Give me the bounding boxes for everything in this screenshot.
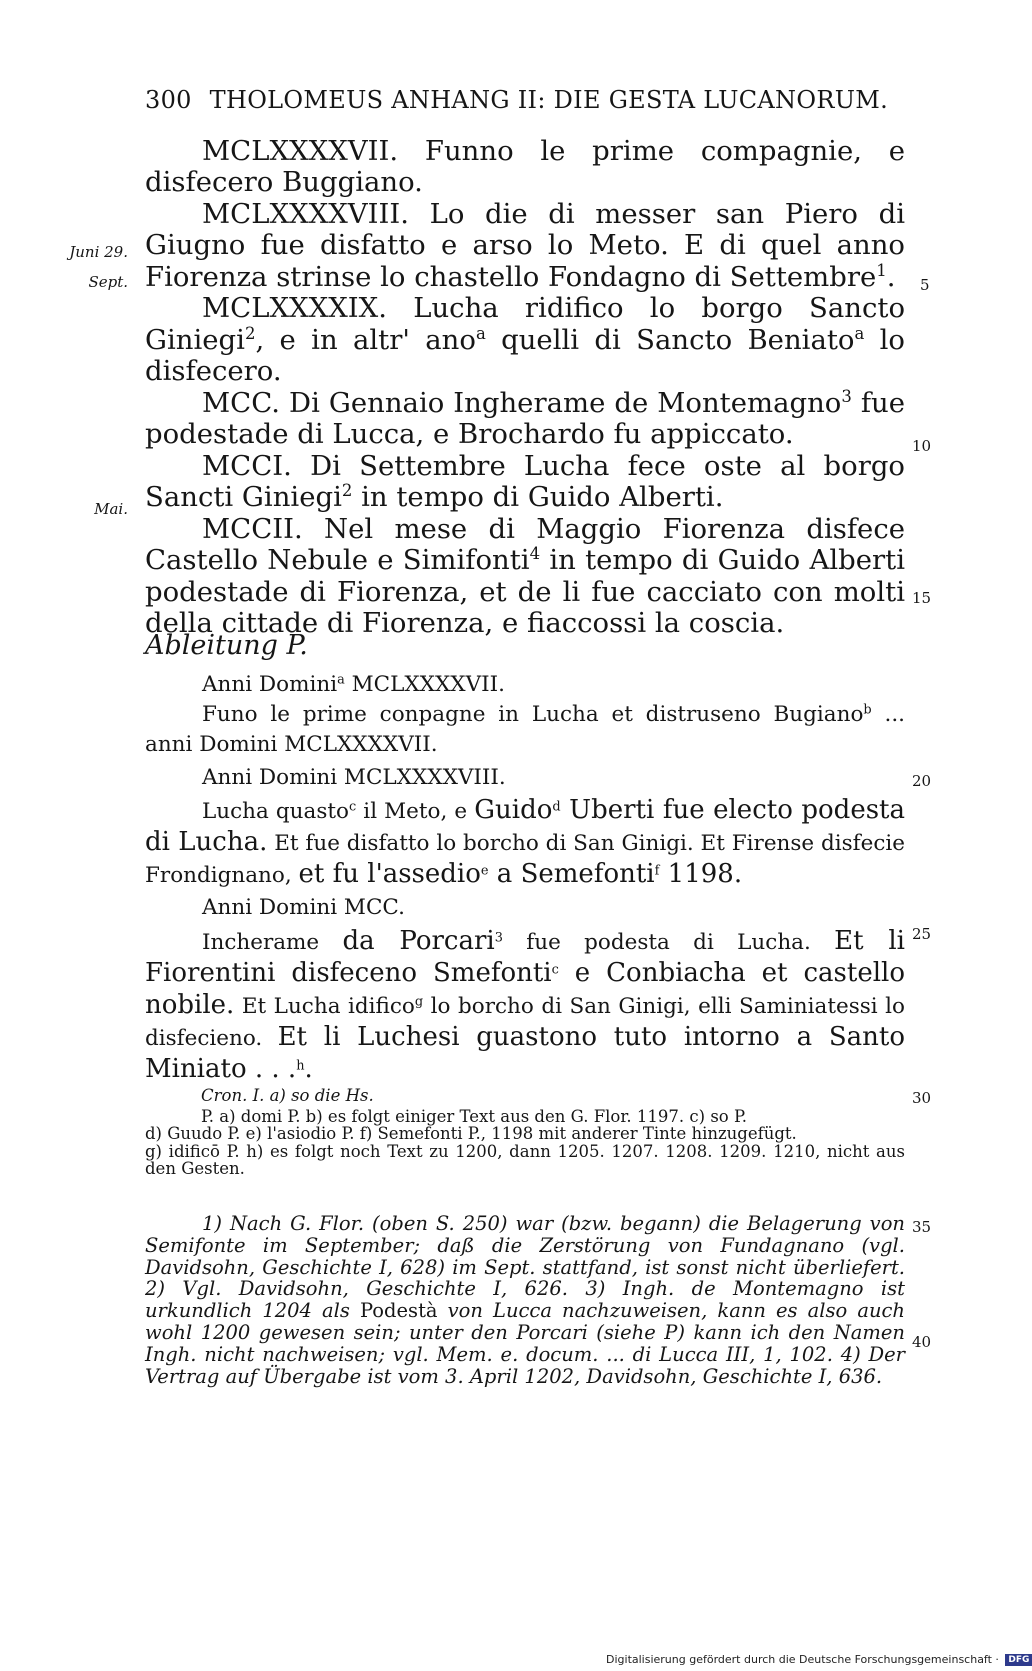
ableitung-text — [145, 670, 905, 1089]
line-number-25: 25 — [912, 925, 932, 943]
entry-year: MCC. — [202, 386, 281, 419]
footnote-ref: 1 — [876, 260, 887, 280]
ableitung-para: Anni Domini MCLXXXXVIII. — [202, 764, 506, 790]
apparatus-ref: a — [854, 323, 865, 343]
page-number: 300 — [145, 86, 192, 114]
entry-1201: MCCI. Di Settembre Lucha fece oste al borgo Sancti Giniegi$^2$ in tempo di Guido Alberti. — [145, 449, 905, 514]
margin-date-juni: Juni 29. — [69, 243, 128, 261]
page-header — [145, 86, 905, 114]
line-number-30: 30 — [912, 1089, 932, 1107]
footnotes — [145, 1213, 905, 1387]
ableitung-para: Anni Domini$^a$ MCLXXXXVII. — [202, 672, 505, 697]
entry-year: MCLXXXXVIII. — [202, 198, 409, 231]
footnote-ref: 2 — [244, 323, 256, 343]
ableitung-para: Lucha quasto$^c$ il Meto, e Guido$^d$ Uberti fue electo podesta di Lucha. Et fue disfatto lo borcho di San Ginigi. Et Firense disfecie Frondignano, et fu l'assedio$^e$ a Semefonti$^f$ 1198. — [145, 794, 906, 890]
line-number-20: 20 — [912, 772, 932, 790]
footnote-ref: 2 — [341, 481, 353, 501]
apparatus-line: P. a) domi P. b) es folgt einiger Text aus den G. Flor. 1197. c) so P. — [201, 1106, 747, 1126]
ableitung-para: Funo le prime conpagne in Lucha et distruseno Bugiano$^b$ ... anni Domini MCLXXXXVII. — [145, 702, 905, 758]
footnote-block: 1) Nach G. Flor. (oben S. 250) war (bzw. begann) die Belagerung von Semifonte im September; daß die Zerstörung von Fundagnano (vgl. Davidsohn, Geschichte I, 628) im Sept. stattfand, ist sonst nicht überliefert. 2) Vgl. Davidsohn, Geschichte I, 626. 3) Ingh. de Montemagno ist urkundlich 1204 als Podestà von Lucca nachzuweisen, kann es also auch wohl 1200 gewesen sein; unter den Porcari (siehe P) kann ich den Namen Ingh. nicht nachweisen; vgl. Mem. e. docum. ... di Lucca III, 1, 102. 4) Der Vertrag auf Übergabe ist vom 3. April 1202, Davidsohn, Geschichte I, 636. — [145, 1212, 905, 1388]
entry-1199: MCLXXXXIX. Lucha ridifico lo borgo Sancto Giniegi$^2$, e in altr' ano$^a$ quelli di Sancto Beniato$^a$ lo disfecero. — [145, 292, 905, 388]
entry-year: MCCII. — [202, 513, 303, 546]
running-title: THOLOMEUS ANHANG II: DIE GESTA LUCANORUM. — [209, 86, 889, 114]
margin-date-mai: Mai. — [94, 500, 128, 518]
critical-apparatus — [145, 1087, 905, 1178]
line-number-10: 10 — [912, 437, 932, 455]
ableitung-para: Incherame da Porcari$^3$ fue podesta di Lucha. Et li Fiorentini disfeceno Smefonti$^c$ e Conbiacha et castello nobile. Et Lucha idifico$^g$ lo borcho di San Ginigi, elli Saminiatessi lo disfecieno. Et li Luchesi guastono tuto intorno a Santo Miniato . . .$^h$. — [145, 925, 906, 1085]
line-number-40: 40 — [912, 1333, 932, 1351]
section-heading: Ableitung P. — [145, 630, 308, 661]
ableitung-para: Anni Domini MCC. — [202, 895, 405, 921]
chronicle-text — [145, 136, 905, 640]
line-number-35: 35 — [912, 1218, 932, 1236]
dfg-logo: DFG — [1005, 1654, 1032, 1666]
apparatus-line: g) idificō P. h) es folgt noch Text zu 1200, dann 1205. 1207. 1208. 1209. 1210, nicht aus den Gesten. — [145, 1141, 905, 1178]
apparatus-line: d) Guudo P. e) l'asiodio P. f) Semefonti P., 1198 mit anderer Tinte hinzugefügt. — [145, 1124, 797, 1143]
entry-text: Lo die di messer san Piero di Giugno fue disfatto e arso lo Meto. E di quel anno Fiorenza strinse lo chastello Fondagno di Settembre — [145, 198, 905, 293]
margin-date-sept: Sept. — [88, 273, 128, 291]
entry-1198: MCLXXXXVIII. Lo die di messer san Piero di Giugno fue disfatto e arso lo Meto. E di quel anno Fiorenza strinse lo chastello Fondagno di Settembre$^1$. — [145, 198, 905, 293]
dfg-footer — [606, 1653, 1032, 1666]
apparatus-ref: a — [475, 323, 486, 343]
line-number-15: 15 — [912, 589, 932, 607]
entry-year: MCLXXXXIX. — [202, 292, 387, 325]
entry-year: MCCI. — [202, 449, 292, 482]
line-number-5: 5 — [920, 276, 930, 294]
entry-1200: MCC. Di Gennaio Ingherame de Montemagno$^3$ fue podestade di Lucca, e Brochardo fu appiccato. — [145, 386, 906, 451]
footer-text: Digitalisierung gefördert durch die Deutsche Forschungsgemeinschaft · — [606, 1653, 999, 1666]
footnote-ref: 3 — [841, 386, 852, 406]
entry-1197 — [145, 136, 905, 199]
entry-year: MCLXXXXVII. — [202, 135, 399, 167]
entry-1202: MCCII. Nel mese di Maggio Fiorenza disfece Castello Nebule e Simifonti$^4$ in tempo di Guido Alberti podestade di Fiorenza, et de li fue cacciato con molti della cittade di Fiorenza, e fiaccossi la coscia. — [145, 513, 905, 639]
footnote-ref: 4 — [529, 544, 541, 564]
entry-text: Funno le prime compagnie, e disfecero Buggiano. — [145, 135, 905, 199]
apparatus-line: Cron. I. a) so die Hs. — [201, 1086, 374, 1105]
